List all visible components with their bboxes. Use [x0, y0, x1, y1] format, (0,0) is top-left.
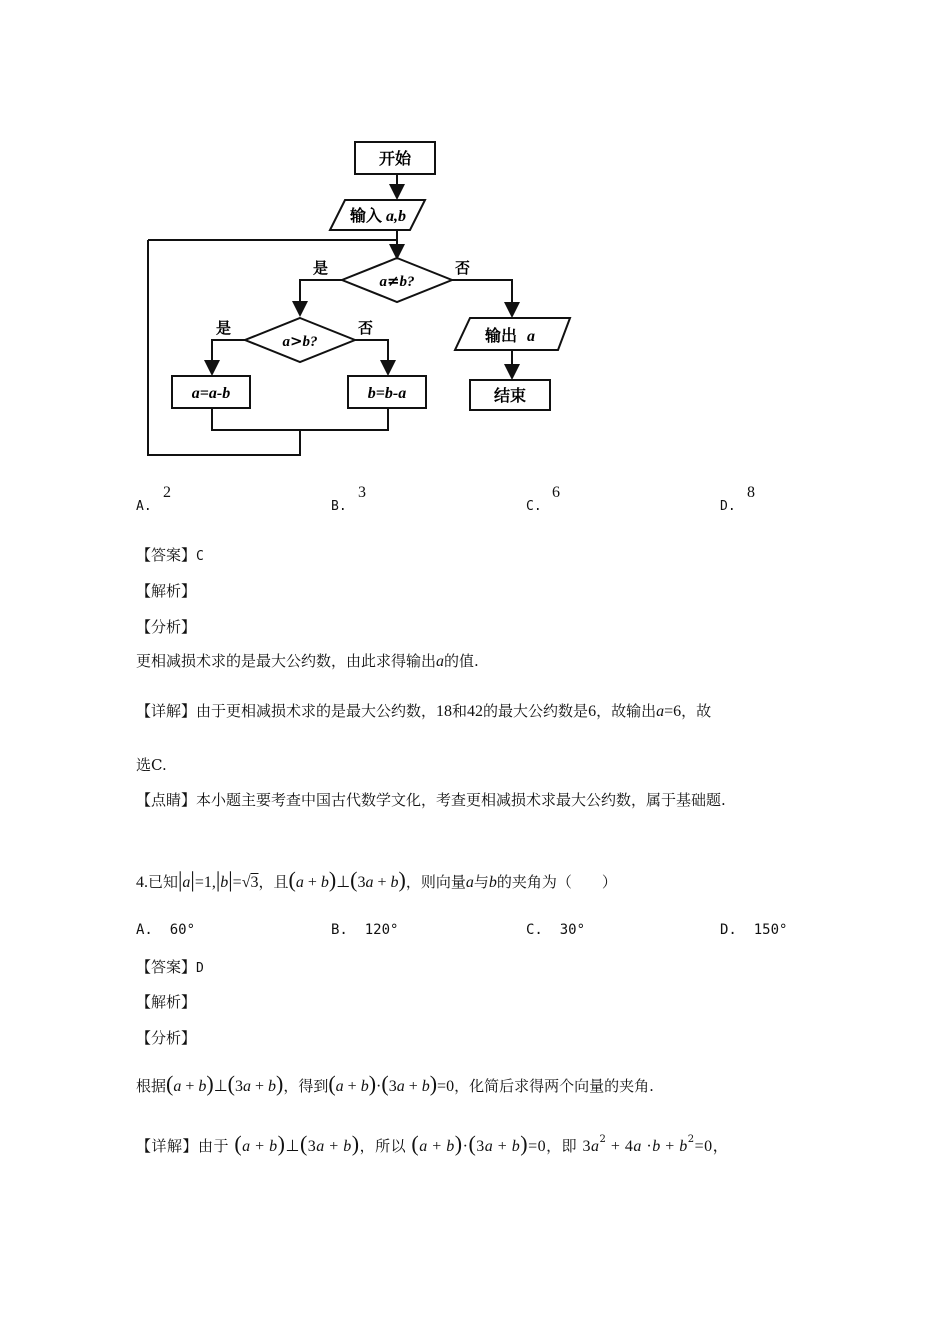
q3-fenxi-tag: 【分析】 [136, 618, 197, 636]
q3-comment: 【点睛】本小题主要考查中国古代数学文化，考查更相减损术求最大公约数，属于基础题. [136, 791, 726, 809]
q4-stem: 4.已知|a|=1,|b|=√3，且(a + b)⊥(3a + b)，则向量a与b的夹角为（ ） [136, 867, 617, 892]
q3-option-c-label: C. [526, 499, 542, 514]
q4-option-c: C. 30° [526, 922, 586, 938]
yes-label-2: 是 [216, 319, 232, 337]
condition-1-label: a≠b? [379, 272, 415, 290]
q3-option-c-value: 6 [552, 484, 560, 501]
yes-label-1: 是 [313, 259, 329, 277]
q3-analysis-tag: 【解析】 [136, 582, 197, 600]
assign-a-label: a=a-b [191, 385, 231, 402]
q4-detail: 【详解】由于 (a + b)⊥(3a + b)，所以 (a + b)·(3a + b)=0，即 $3a^2 + 4a \cdot b + b^2=0$， [136, 1131, 730, 1156]
q3-detail: 【详解】由于更相减损术求的是最大公约数，18和42的最大公约数是6，故输出a=6，故 [136, 702, 712, 720]
q4-analysis-tag: 【解析】 [136, 993, 197, 1011]
q3-option-b-label: B. [331, 499, 347, 514]
end-label: 结束 [493, 386, 527, 405]
q3-answer: 【答案】C [136, 546, 204, 564]
q4-fenxi-text: 根据(a + b)⊥(3a + b)，得到(a + b)·(3a + b)=0，化简后求得两个向量的夹角. [136, 1071, 654, 1096]
q3-option-d-label: D. [720, 499, 736, 514]
q4-option-d: D. 150° [720, 922, 788, 938]
q4-fenxi-tag: 【分析】 [136, 1029, 197, 1047]
no-label-1: 否 [455, 259, 471, 277]
input-label: 输入 a,b [349, 206, 407, 225]
q3-option-d-value: 8 [747, 484, 755, 501]
q3-option-a-value: 2 [163, 484, 171, 501]
output-label: 输出 a [484, 326, 536, 345]
q3-detail-cont: 选C. [136, 756, 167, 774]
condition-2-label: a>b? [282, 332, 318, 350]
no-label-2: 否 [358, 319, 374, 337]
q3-option-a-label: A. [136, 499, 152, 514]
q4-answer: 【答案】D [136, 958, 204, 976]
q4-option-b: B. 120° [331, 922, 399, 938]
q3-option-b-value: 3 [358, 484, 366, 501]
q3-fenxi-text: 更相减损术求的是最大公约数，由此求得输出a的值. [136, 652, 479, 670]
q4-option-a: A. 60° [136, 922, 196, 938]
assign-b-label: b=b-a [367, 385, 407, 402]
flowchart [140, 130, 590, 465]
start-label: 开始 [378, 149, 412, 168]
